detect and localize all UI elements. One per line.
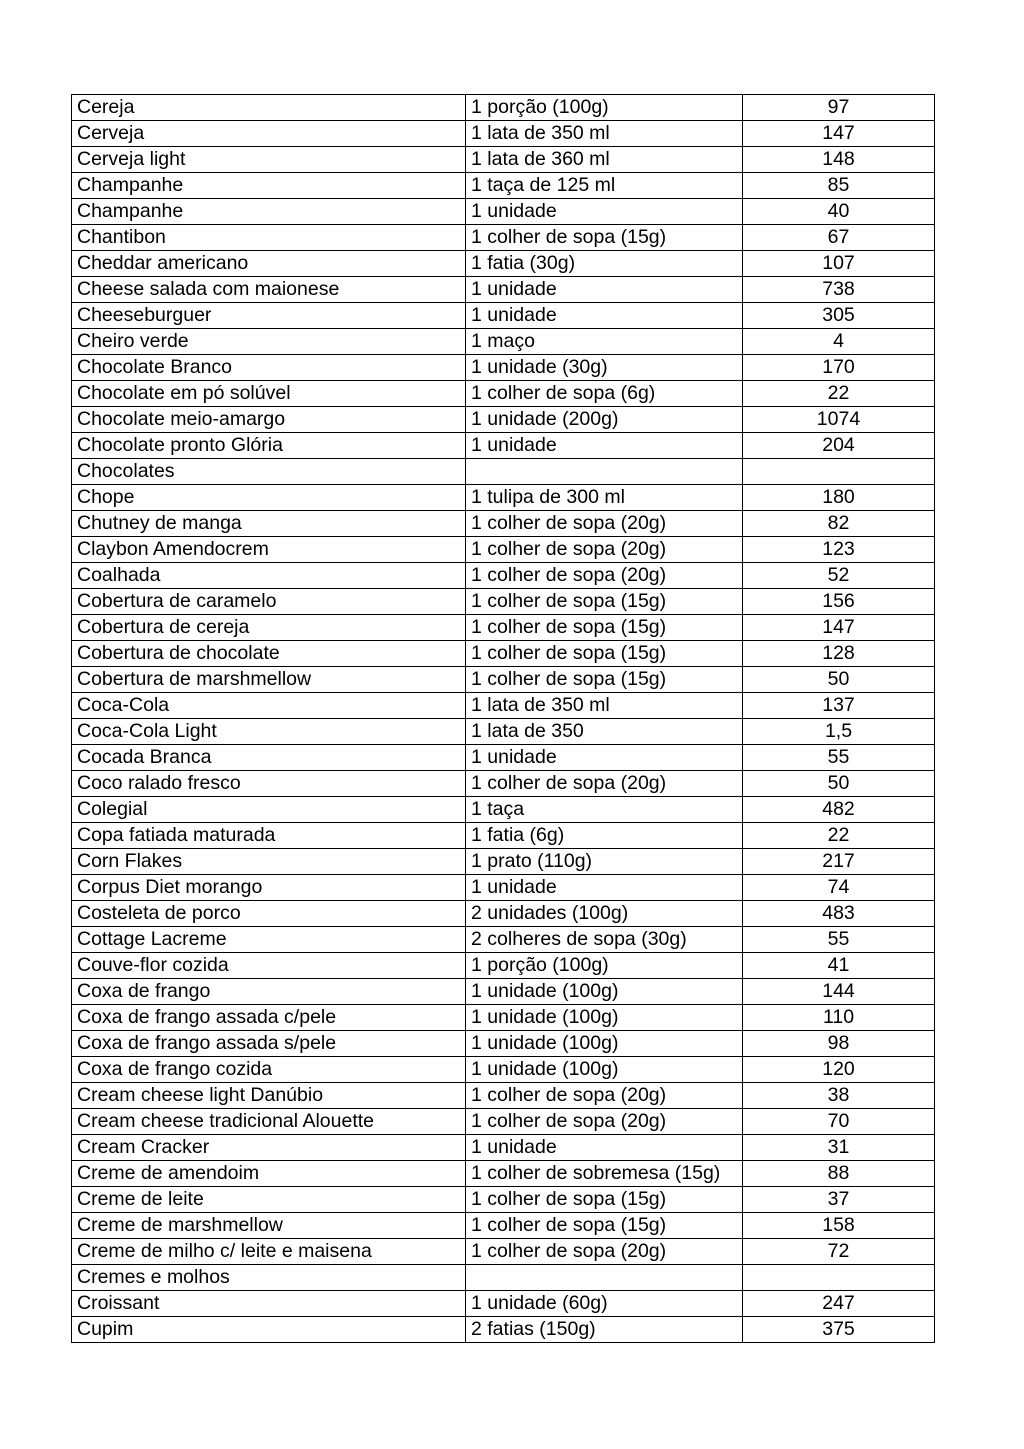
table-row (72, 511, 935, 537)
food-cell: Cheiro verde (72, 329, 466, 355)
table-row (72, 95, 935, 121)
portion-cell: 1 colher de sopa (15g) (466, 589, 743, 615)
portion-cell: 1 unidade (100g) (466, 979, 743, 1005)
portion-cell: 1 colher de sopa (20g) (466, 1109, 743, 1135)
food-cell: Coxa de frango (72, 979, 466, 1005)
table-row (72, 199, 935, 225)
portion-cell: 1 lata de 360 ml (466, 147, 743, 173)
calorie-table-body (72, 95, 935, 1343)
calories-cell: 110 (743, 1005, 935, 1031)
calories-cell: 22 (743, 381, 935, 407)
calories-cell: 123 (743, 537, 935, 563)
food-cell: Copa fatiada maturada (72, 823, 466, 849)
calories-cell: 88 (743, 1161, 935, 1187)
food-cell: Cerveja light (72, 147, 466, 173)
table-row (72, 277, 935, 303)
portion-cell: 1 taça de 125 ml (466, 173, 743, 199)
table-row (72, 355, 935, 381)
calories-cell: 156 (743, 589, 935, 615)
calories-cell: 247 (743, 1291, 935, 1317)
table-row (72, 1187, 935, 1213)
table-row (72, 953, 935, 979)
food-cell: Coalhada (72, 563, 466, 589)
portion-cell: 1 colher de sopa (15g) (466, 1187, 743, 1213)
portion-cell (466, 1265, 743, 1291)
portion-cell: 1 unidade (60g) (466, 1291, 743, 1317)
food-cell: Coco ralado fresco (72, 771, 466, 797)
food-cell: Cremes e molhos (72, 1265, 466, 1291)
food-cell: Corn Flakes (72, 849, 466, 875)
portion-cell: 1 colher de sopa (15g) (466, 641, 743, 667)
table-row (72, 537, 935, 563)
calories-cell: 158 (743, 1213, 935, 1239)
portion-cell: 1 unidade (100g) (466, 1005, 743, 1031)
calories-cell: 170 (743, 355, 935, 381)
calories-cell: 55 (743, 927, 935, 953)
food-cell: Cottage Lacreme (72, 927, 466, 953)
calories-cell (743, 459, 935, 485)
food-cell: Chocolate pronto Glória (72, 433, 466, 459)
portion-cell: 1 unidade (100g) (466, 1057, 743, 1083)
table-row (72, 641, 935, 667)
calories-cell: 144 (743, 979, 935, 1005)
calories-cell: 120 (743, 1057, 935, 1083)
table-row (72, 251, 935, 277)
food-cell: Creme de milho c/ leite e maisena (72, 1239, 466, 1265)
portion-cell: 1 colher de sopa (20g) (466, 563, 743, 589)
calories-cell: 1074 (743, 407, 935, 433)
portion-cell: 1 unidade (100g) (466, 1031, 743, 1057)
table-row (72, 1057, 935, 1083)
food-cell: Cocada Branca (72, 745, 466, 771)
portion-cell: 1 colher de sopa (20g) (466, 537, 743, 563)
food-cell: Creme de marshmellow (72, 1213, 466, 1239)
portion-cell: 1 colher de sopa (20g) (466, 1239, 743, 1265)
calories-cell: 74 (743, 875, 935, 901)
portion-cell: 1 unidade (466, 433, 743, 459)
calories-cell: 1,5 (743, 719, 935, 745)
table-row (72, 589, 935, 615)
calories-cell: 41 (743, 953, 935, 979)
table-row (72, 173, 935, 199)
food-cell: Chocolate Branco (72, 355, 466, 381)
food-cell: Cheeseburguer (72, 303, 466, 329)
table-row (72, 719, 935, 745)
table-row (72, 1213, 935, 1239)
calories-cell: 85 (743, 173, 935, 199)
table-row (72, 485, 935, 511)
portion-cell: 1 colher de sopa (15g) (466, 615, 743, 641)
portion-cell: 2 unidades (100g) (466, 901, 743, 927)
food-cell: Coxa de frango cozida (72, 1057, 466, 1083)
table-row (72, 875, 935, 901)
calories-cell: 70 (743, 1109, 935, 1135)
table-row (72, 459, 935, 485)
calories-cell: 50 (743, 771, 935, 797)
calories-cell: 67 (743, 225, 935, 251)
portion-cell: 1 lata de 350 ml (466, 121, 743, 147)
calories-cell (743, 1265, 935, 1291)
calories-cell: 98 (743, 1031, 935, 1057)
table-row (72, 797, 935, 823)
portion-cell: 1 taça (466, 797, 743, 823)
food-cell: Cheese salada com maionese (72, 277, 466, 303)
portion-cell: 1 lata de 350 (466, 719, 743, 745)
food-cell: Coca-Cola (72, 693, 466, 719)
portion-cell: 1 unidade (466, 745, 743, 771)
table-row (72, 563, 935, 589)
portion-cell: 1 porção (100g) (466, 95, 743, 121)
table-row (72, 433, 935, 459)
table-row (72, 1161, 935, 1187)
food-cell: Couve-flor cozida (72, 953, 466, 979)
table-row (72, 225, 935, 251)
food-cell: Claybon Amendocrem (72, 537, 466, 563)
table-row (72, 1083, 935, 1109)
calories-cell: 128 (743, 641, 935, 667)
calories-cell: 375 (743, 1317, 935, 1343)
food-cell: Corpus Diet morango (72, 875, 466, 901)
portion-cell: 1 unidade (466, 199, 743, 225)
calories-cell: 31 (743, 1135, 935, 1161)
food-cell: Cerveja (72, 121, 466, 147)
portion-cell: 1 unidade (466, 303, 743, 329)
table-row (72, 979, 935, 1005)
food-cell: Chocolates (72, 459, 466, 485)
food-cell: Creme de leite (72, 1187, 466, 1213)
portion-cell: 1 prato (110g) (466, 849, 743, 875)
table-row (72, 849, 935, 875)
table-row (72, 901, 935, 927)
food-cell: Costeleta de porco (72, 901, 466, 927)
portion-cell: 1 unidade (466, 875, 743, 901)
table-row (72, 1135, 935, 1161)
portion-cell: 1 lata de 350 ml (466, 693, 743, 719)
food-cell: Colegial (72, 797, 466, 823)
table-row (72, 147, 935, 173)
portion-cell: 1 tulipa de 300 ml (466, 485, 743, 511)
food-cell: Chocolate em pó solúvel (72, 381, 466, 407)
calories-cell: 147 (743, 615, 935, 641)
calories-cell: 97 (743, 95, 935, 121)
table-row (72, 667, 935, 693)
calories-cell: 82 (743, 511, 935, 537)
food-cell: Coca-Cola Light (72, 719, 466, 745)
calories-cell: 72 (743, 1239, 935, 1265)
food-cell: Creme de amendoim (72, 1161, 466, 1187)
table-row (72, 329, 935, 355)
table-row (72, 927, 935, 953)
portion-cell: 1 colher de sopa (15g) (466, 225, 743, 251)
portion-cell: 1 fatia (6g) (466, 823, 743, 849)
calories-cell: 738 (743, 277, 935, 303)
calories-cell: 4 (743, 329, 935, 355)
food-cell: Cobertura de caramelo (72, 589, 466, 615)
table-row (72, 407, 935, 433)
portion-cell (466, 459, 743, 485)
food-cell: Champanhe (72, 173, 466, 199)
food-cell: Croissant (72, 1291, 466, 1317)
table-row (72, 1239, 935, 1265)
portion-cell: 1 maço (466, 329, 743, 355)
portion-cell: 1 colher de sopa (20g) (466, 511, 743, 537)
table-row (72, 121, 935, 147)
table-row (72, 1109, 935, 1135)
portion-cell: 2 fatias (150g) (466, 1317, 743, 1343)
calories-cell: 38 (743, 1083, 935, 1109)
calories-cell: 217 (743, 849, 935, 875)
calories-cell: 55 (743, 745, 935, 771)
food-cell: Cobertura de chocolate (72, 641, 466, 667)
table-row (72, 1031, 935, 1057)
food-cell: Cream cheese light Danúbio (72, 1083, 466, 1109)
calories-cell: 483 (743, 901, 935, 927)
food-cell: Chutney de manga (72, 511, 466, 537)
table-row (72, 771, 935, 797)
table-row (72, 303, 935, 329)
food-cell: Chope (72, 485, 466, 511)
food-cell: Coxa de frango assada s/pele (72, 1031, 466, 1057)
food-cell: Cobertura de marshmellow (72, 667, 466, 693)
food-cell: Champanhe (72, 199, 466, 225)
portion-cell: 1 colher de sopa (15g) (466, 667, 743, 693)
table-row (72, 1005, 935, 1031)
portion-cell: 1 colher de sopa (15g) (466, 1213, 743, 1239)
food-cell: Cheddar americano (72, 251, 466, 277)
portion-cell: 1 colher de sopa (20g) (466, 1083, 743, 1109)
table-row (72, 1317, 935, 1343)
calories-cell: 37 (743, 1187, 935, 1213)
calories-cell: 40 (743, 199, 935, 225)
food-cell: Chantibon (72, 225, 466, 251)
table-row (72, 615, 935, 641)
portion-cell: 1 unidade (466, 1135, 743, 1161)
calories-cell: 107 (743, 251, 935, 277)
table-row (72, 823, 935, 849)
table-row (72, 1291, 935, 1317)
food-cell: Cereja (72, 95, 466, 121)
portion-cell: 1 unidade (30g) (466, 355, 743, 381)
calorie-table (71, 94, 935, 1343)
calories-cell: 147 (743, 121, 935, 147)
calories-cell: 482 (743, 797, 935, 823)
calories-cell: 305 (743, 303, 935, 329)
calories-cell: 52 (743, 563, 935, 589)
portion-cell: 1 colher de sopa (6g) (466, 381, 743, 407)
calories-cell: 22 (743, 823, 935, 849)
food-cell: Cupim (72, 1317, 466, 1343)
portion-cell: 1 colher de sopa (20g) (466, 771, 743, 797)
table-row (72, 745, 935, 771)
portion-cell: 1 fatia (30g) (466, 251, 743, 277)
calories-cell: 204 (743, 433, 935, 459)
calories-cell: 137 (743, 693, 935, 719)
food-cell: Coxa de frango assada c/pele (72, 1005, 466, 1031)
portion-cell: 1 porção (100g) (466, 953, 743, 979)
food-cell: Cobertura de cereja (72, 615, 466, 641)
portion-cell: 2 colheres de sopa (30g) (466, 927, 743, 953)
portion-cell: 1 colher de sobremesa (15g) (466, 1161, 743, 1187)
calories-cell: 50 (743, 667, 935, 693)
food-cell: Cream Cracker (72, 1135, 466, 1161)
food-cell: Chocolate meio-amargo (72, 407, 466, 433)
portion-cell: 1 unidade (200g) (466, 407, 743, 433)
portion-cell: 1 unidade (466, 277, 743, 303)
table-row (72, 693, 935, 719)
calories-cell: 180 (743, 485, 935, 511)
food-cell: Cream cheese tradicional Alouette (72, 1109, 466, 1135)
table-row (72, 1265, 935, 1291)
calories-cell: 148 (743, 147, 935, 173)
table-row (72, 381, 935, 407)
